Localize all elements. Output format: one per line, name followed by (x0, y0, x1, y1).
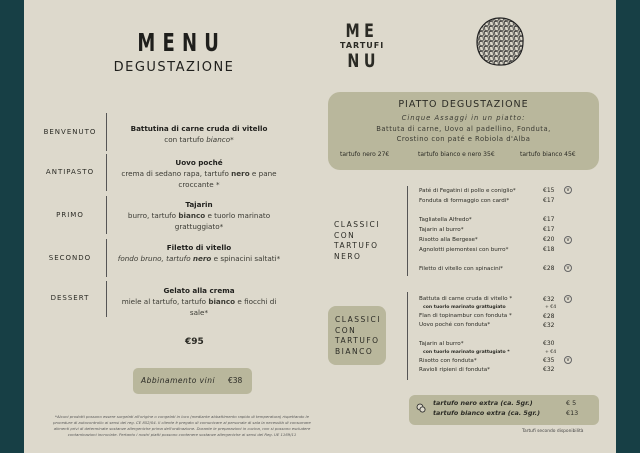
menu-item-option: con tuorlo marinato grattugiato * (423, 350, 510, 355)
course-label-secondo: SECONDO (48, 254, 92, 262)
divider (407, 292, 408, 380)
item-price: €17 (543, 197, 555, 204)
course-label-benvenuto: BENVENUTO (43, 128, 97, 136)
course-dessert: Gelato alla crema miele al tartufo, tartufo bianco e fiocchi di sale* (121, 286, 277, 317)
truffle-illustration-icon (474, 16, 526, 68)
logo-me: ME (345, 20, 379, 42)
extra-bianco-price: €13 (566, 409, 579, 417)
item-price: €30 (543, 340, 555, 347)
menu-price: €95 (185, 337, 204, 347)
piatto-price-nero: tartufo nero 27€ (340, 151, 390, 158)
menu-title: MENU (137, 28, 227, 57)
vegetarian-icon: v (564, 186, 572, 194)
logo-tartufi: TARTUFI (340, 41, 385, 50)
course-secondo: Filetto di vitello fondo bruno, tartufo nero e spinacini saltati* (117, 243, 281, 263)
menu-item: Agnolotti piemontesi con burro* (419, 247, 509, 253)
menu-item: Filetto di vitello con spinacini* (419, 266, 503, 272)
piatto-title: PIATTO DEGUSTAZIONE (398, 99, 529, 110)
extra-nero: tartufo nero extra (ca. 5gr.) (433, 399, 533, 407)
divider (106, 113, 107, 151)
item-price: €35 (543, 357, 555, 364)
menu-item: Ravioli ripieni di fonduta* (419, 367, 490, 373)
divider (106, 196, 107, 234)
menu-item: Flan di topinambur con fonduta * (419, 313, 512, 319)
course-label-dessert: DESSERT (50, 294, 90, 302)
menu-item: Fonduta di formaggio con cardi* (419, 198, 510, 204)
vegetarian-icon: v (564, 236, 572, 244)
classici-bianco-label: CLASSICI CON TARTUFO BIANCO (335, 315, 381, 356)
wine-pairing-label: Abbinamento vini (141, 376, 216, 385)
piatto-subtitle: Cinque Assaggi in un piatto: (401, 114, 526, 122)
extra-nero-price: € 5 (566, 399, 577, 407)
menu-item: Tajarin al burro* (419, 227, 464, 233)
piatto-price-bianco: tartufo bianco 45€ (520, 151, 576, 158)
degustazione-subtitle: DEGUSTAZIONE (113, 60, 235, 75)
divider (407, 186, 408, 276)
allergen-disclaimer: *Alcuni prodotti possono essere surgelati all'origine o congelati in loco (mediante abbattimento rapido di temperatura) rispettando le procedure di autocontrollo ai sensi del reg. CE 852/04. Il cliente è pregato di comunicare al personale di sala la necessità di consumare alimenti privi di determinate sostanze allergeniche prima dell'ordinazione. Durante le preparazioni in cucina, non si possono escludere contaminazioni incrociate. Pertanto i nostri piatti possono contenere sostanze allergeniche ai sensi del Reg. UE 1169/11 (53, 414, 311, 437)
item-price: €20 (543, 236, 555, 243)
classici-nero-label: CLASSICI CON TARTUFO NERO (334, 220, 380, 261)
item-price: €15 (543, 187, 555, 194)
extra-bianco: tartufo bianco extra (ca. 5gr.) (433, 409, 541, 417)
menu-item: Risotto con fonduta* (419, 358, 477, 364)
item-price: €32 (543, 366, 555, 373)
vegetarian-icon: v (564, 295, 572, 303)
item-price: €28 (543, 313, 555, 320)
course-antipasto: Uovo poché crema di sedano rapa, tartufo nero e pane croccante * (121, 158, 277, 189)
menu-item: Tajarin al burro* (419, 341, 464, 347)
menu-item: Risotto alla Bergese* (419, 237, 478, 243)
truffle-icon (416, 403, 426, 413)
course-primo: Tajarin burro, tartufo bianco e tuorlo marinato grattuggiato* (127, 200, 271, 231)
availability-note: Tartufi secondo disponibilità (522, 429, 584, 434)
menu-item: Uovo poché con fonduta* (419, 322, 491, 328)
course-label-antipasto: ANTIPASTO (45, 168, 95, 176)
logo-nu: NU (347, 50, 380, 72)
menu-page (24, 0, 616, 453)
divider (106, 281, 107, 317)
course-benvenuto: Battutina di carne cruda di vitello con tartufo bianco* (130, 124, 268, 144)
vegetarian-icon: v (564, 356, 572, 364)
item-price: €17 (543, 216, 555, 223)
item-price: + €4 (545, 305, 557, 310)
menu-item: Tagliatella Alfredo* (419, 217, 472, 223)
menu-item: Battuta di carne cruda di vitello * (419, 296, 513, 302)
piatto-description: Battuta di carne, Uovo al padellino, Fonduta, Crostino con paté e Robiola d'Alba (376, 125, 551, 143)
menu-item-option: con tuorlo marinato grattugiato (423, 305, 506, 310)
divider (106, 239, 107, 277)
menu-item: Paté di Fegatini di pollo e coniglio* (419, 188, 516, 194)
item-price: + €4 (545, 350, 557, 355)
wine-pairing-price: €38 (228, 376, 243, 385)
item-price: €32 (543, 322, 555, 329)
item-price: €28 (543, 265, 555, 272)
item-price: €18 (543, 246, 555, 253)
divider (106, 154, 107, 191)
vegetarian-icon: v (564, 264, 572, 272)
course-label-primo: PRIMO (56, 211, 84, 219)
piatto-price-bianco-nero: tartufo bianco e nero 35€ (418, 151, 495, 158)
item-price: €17 (543, 226, 555, 233)
item-price: €32 (543, 296, 555, 303)
